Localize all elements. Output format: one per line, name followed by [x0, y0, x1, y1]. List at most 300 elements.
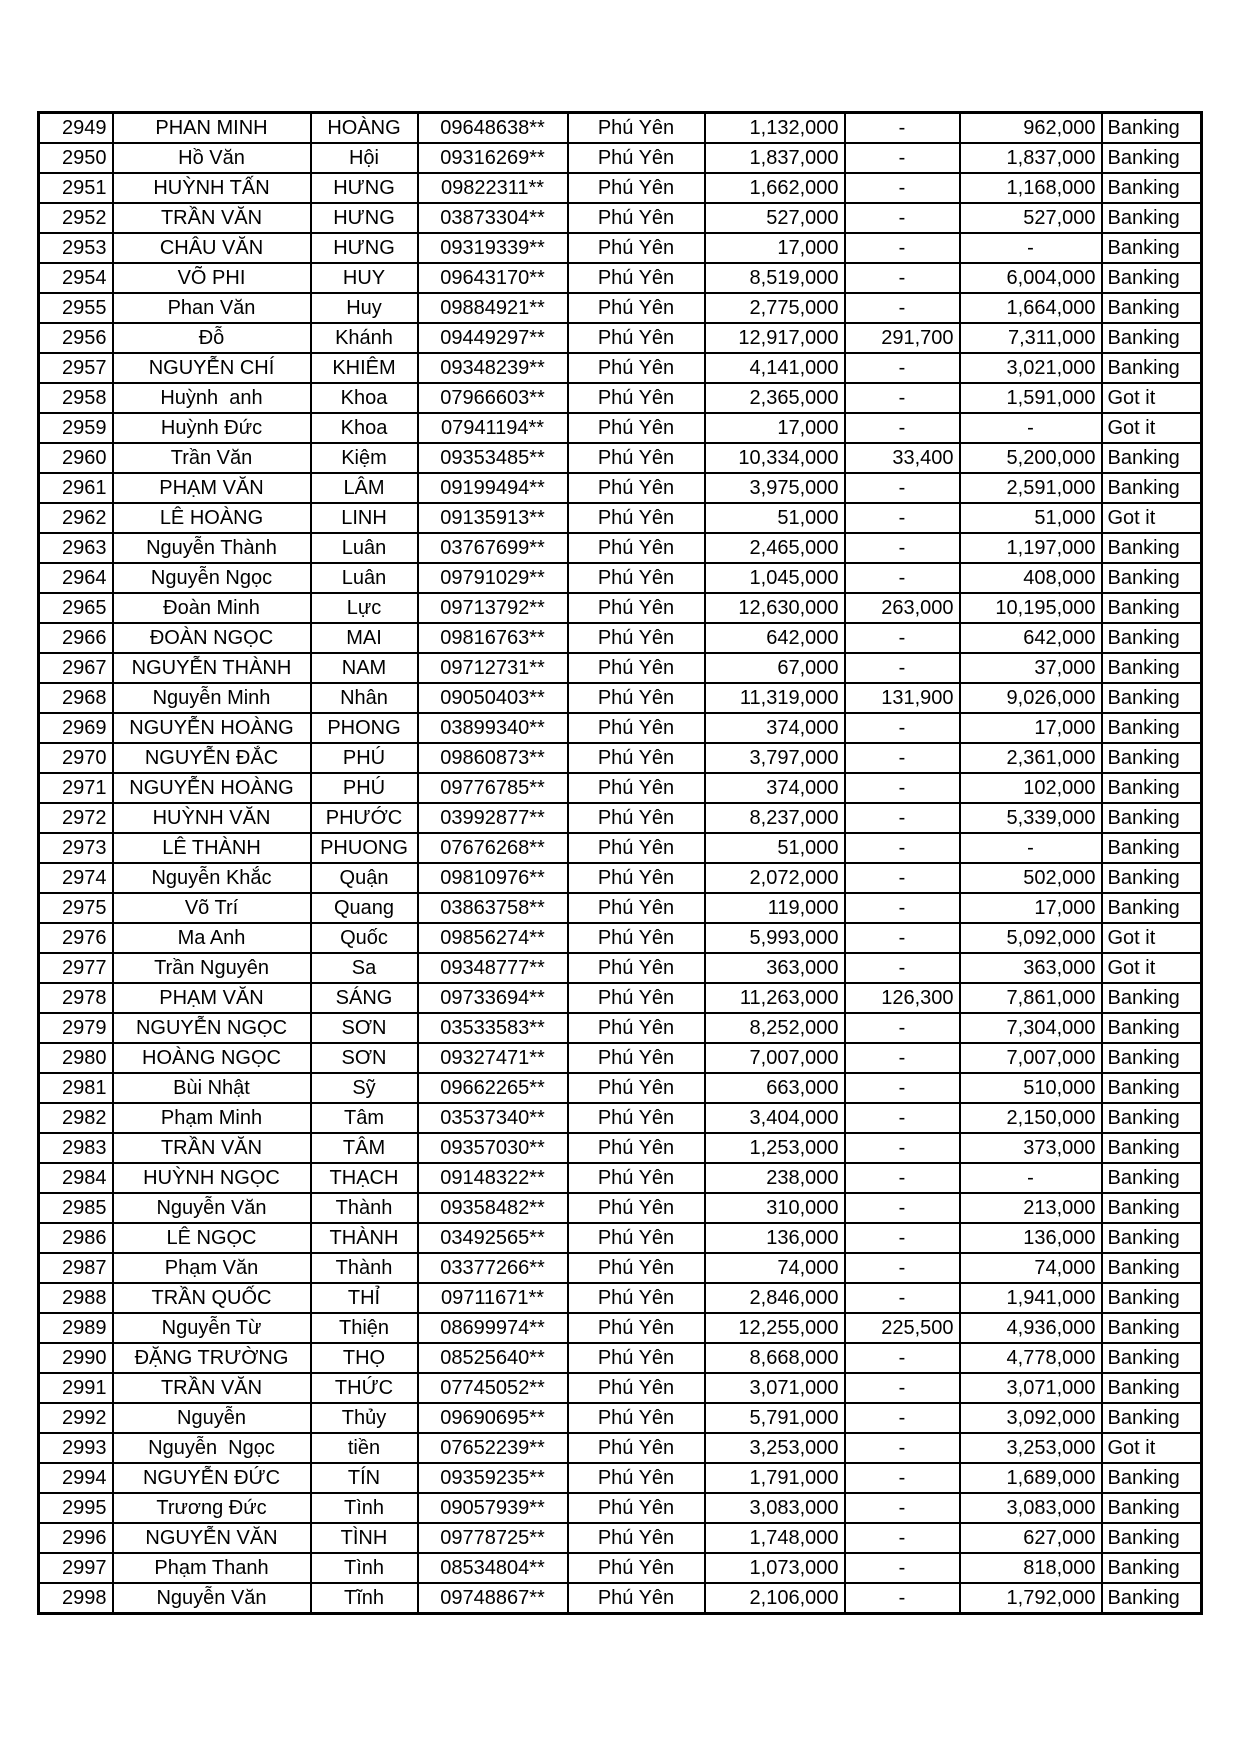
cell-status: Banking: [1102, 1283, 1202, 1313]
cell-amount-2: -: [845, 653, 960, 683]
cell-province: Phú Yên: [568, 233, 705, 263]
cell-amount-1: 1,791,000: [705, 1463, 845, 1493]
cell-amount-3: 1,941,000: [960, 1283, 1102, 1313]
cell-status: Banking: [1102, 983, 1202, 1013]
table-row: [39, 743, 1202, 773]
cell-status: Banking: [1102, 1253, 1202, 1283]
table-row: [39, 953, 1202, 983]
cell-id: 2968: [39, 683, 113, 713]
table-row: [39, 683, 1202, 713]
cell-status: Banking: [1102, 1343, 1202, 1373]
cell-amount-2: -: [845, 1253, 960, 1283]
cell-province: Phú Yên: [568, 1523, 705, 1553]
cell-province: Phú Yên: [568, 1553, 705, 1583]
cell-status: Banking: [1102, 293, 1202, 323]
cell-amount-3: 10,195,000: [960, 593, 1102, 623]
cell-given-name: THẠCH: [311, 1163, 418, 1193]
cell-given-name: THỈ: [311, 1283, 418, 1313]
cell-name: LÊ HOÀNG: [113, 503, 311, 533]
cell-amount-1: 136,000: [705, 1223, 845, 1253]
cell-amount-3: 5,200,000: [960, 443, 1102, 473]
cell-amount-1: 527,000: [705, 203, 845, 233]
cell-amount-3: 1,591,000: [960, 383, 1102, 413]
cell-status: Banking: [1102, 773, 1202, 803]
cell-amount-1: 74,000: [705, 1253, 845, 1283]
cell-amount-1: 1,748,000: [705, 1523, 845, 1553]
table-row: [39, 413, 1202, 443]
cell-name: Huỳnh anh: [113, 383, 311, 413]
cell-amount-1: 8,668,000: [705, 1343, 845, 1373]
cell-amount-2: -: [845, 863, 960, 893]
cell-province: Phú Yên: [568, 1583, 705, 1614]
cell-amount-3: 1,197,000: [960, 533, 1102, 563]
cell-phone: 09748867**: [418, 1583, 568, 1614]
cell-given-name: Luân: [311, 533, 418, 563]
cell-amount-3: 1,689,000: [960, 1463, 1102, 1493]
cell-phone: 03537340**: [418, 1103, 568, 1133]
table-row: [39, 1583, 1202, 1614]
cell-province: Phú Yên: [568, 443, 705, 473]
cell-amount-3: 136,000: [960, 1223, 1102, 1253]
cell-status: Banking: [1102, 203, 1202, 233]
table-row: [39, 1523, 1202, 1553]
cell-phone: 09713792**: [418, 593, 568, 623]
cell-phone: 09319339**: [418, 233, 568, 263]
cell-phone: 09316269**: [418, 143, 568, 173]
cell-phone: 03767699**: [418, 533, 568, 563]
table-row: [39, 923, 1202, 953]
cell-status: Banking: [1102, 683, 1202, 713]
cell-phone: 09776785**: [418, 773, 568, 803]
cell-province: Phú Yên: [568, 263, 705, 293]
cell-status: Banking: [1102, 1133, 1202, 1163]
cell-province: Phú Yên: [568, 503, 705, 533]
cell-id: 2954: [39, 263, 113, 293]
cell-status: Banking: [1102, 473, 1202, 503]
cell-amount-2: 126,300: [845, 983, 960, 1013]
cell-name: HOÀNG NGỌC: [113, 1043, 311, 1073]
cell-id: 2996: [39, 1523, 113, 1553]
cell-amount-3: 373,000: [960, 1133, 1102, 1163]
cell-name: TRẦN VĂN: [113, 1373, 311, 1403]
cell-status: Banking: [1102, 1553, 1202, 1583]
cell-phone: 08525640**: [418, 1343, 568, 1373]
cell-name: Võ Trí: [113, 893, 311, 923]
table-row: [39, 173, 1202, 203]
cell-name: NGUYỄN VĂN: [113, 1523, 311, 1553]
cell-province: Phú Yên: [568, 473, 705, 503]
cell-status: Banking: [1102, 443, 1202, 473]
cell-given-name: HOÀNG: [311, 113, 418, 144]
cell-amount-1: 8,519,000: [705, 263, 845, 293]
cell-amount-1: 11,319,000: [705, 683, 845, 713]
cell-amount-2: -: [845, 1433, 960, 1463]
cell-amount-1: 2,846,000: [705, 1283, 845, 1313]
cell-amount-2: -: [845, 1193, 960, 1223]
cell-given-name: HƯNG: [311, 233, 418, 263]
cell-phone: 09778725**: [418, 1523, 568, 1553]
cell-amount-1: 1,662,000: [705, 173, 845, 203]
cell-given-name: PHƯỚC: [311, 803, 418, 833]
table-row: [39, 893, 1202, 923]
cell-status: Banking: [1102, 863, 1202, 893]
cell-given-name: NAM: [311, 653, 418, 683]
cell-id: 2987: [39, 1253, 113, 1283]
cell-amount-1: 642,000: [705, 623, 845, 653]
cell-amount-2: -: [845, 1223, 960, 1253]
cell-phone: 09711671**: [418, 1283, 568, 1313]
cell-name: Huỳnh Đức: [113, 413, 311, 443]
table-row: [39, 113, 1202, 144]
cell-phone: 09359235**: [418, 1463, 568, 1493]
cell-amount-2: -: [845, 1283, 960, 1313]
cell-amount-2: -: [845, 743, 960, 773]
cell-name: Nguyễn Văn: [113, 1193, 311, 1223]
cell-status: Banking: [1102, 1373, 1202, 1403]
table-row: [39, 1313, 1202, 1343]
cell-given-name: Hội: [311, 143, 418, 173]
cell-amount-2: -: [845, 1163, 960, 1193]
table-row: [39, 443, 1202, 473]
cell-province: Phú Yên: [568, 293, 705, 323]
cell-name: NGUYỄN HOÀNG: [113, 713, 311, 743]
cell-given-name: PHONG: [311, 713, 418, 743]
cell-province: Phú Yên: [568, 833, 705, 863]
cell-amount-1: 17,000: [705, 233, 845, 263]
cell-name: Phạm Văn: [113, 1253, 311, 1283]
cell-phone: 09050403**: [418, 683, 568, 713]
cell-phone: 09199494**: [418, 473, 568, 503]
cell-name: Trần Văn: [113, 443, 311, 473]
cell-province: Phú Yên: [568, 1343, 705, 1373]
cell-province: Phú Yên: [568, 1103, 705, 1133]
table-row: [39, 263, 1202, 293]
cell-id: 2950: [39, 143, 113, 173]
cell-amount-1: 5,993,000: [705, 923, 845, 953]
cell-name: Nguyễn Văn: [113, 1583, 311, 1614]
cell-amount-2: -: [845, 953, 960, 983]
cell-amount-3: 2,361,000: [960, 743, 1102, 773]
cell-phone: 09057939**: [418, 1493, 568, 1523]
table-row: [39, 1493, 1202, 1523]
table-row: [39, 203, 1202, 233]
cell-id: 2998: [39, 1583, 113, 1614]
cell-phone: 09148322**: [418, 1163, 568, 1193]
cell-phone: 09449297**: [418, 323, 568, 353]
cell-amount-3: 17,000: [960, 893, 1102, 923]
cell-amount-3: 5,339,000: [960, 803, 1102, 833]
cell-given-name: Khoa: [311, 413, 418, 443]
cell-amount-3: 9,026,000: [960, 683, 1102, 713]
table-row: [39, 1463, 1202, 1493]
cell-amount-3: 527,000: [960, 203, 1102, 233]
cell-amount-1: 3,975,000: [705, 473, 845, 503]
cell-phone: 07966603**: [418, 383, 568, 413]
cell-province: Phú Yên: [568, 1403, 705, 1433]
cell-amount-3: 7,861,000: [960, 983, 1102, 1013]
cell-id: 2962: [39, 503, 113, 533]
cell-province: Phú Yên: [568, 683, 705, 713]
cell-name: Phạm Thanh: [113, 1553, 311, 1583]
cell-amount-3: 37,000: [960, 653, 1102, 683]
cell-amount-1: 11,263,000: [705, 983, 845, 1013]
cell-status: Banking: [1102, 173, 1202, 203]
cell-phone: 09135913**: [418, 503, 568, 533]
cell-amount-3: 1,792,000: [960, 1583, 1102, 1614]
cell-id: 2982: [39, 1103, 113, 1133]
cell-id: 2951: [39, 173, 113, 203]
cell-amount-3: 510,000: [960, 1073, 1102, 1103]
cell-given-name: PHÚ: [311, 743, 418, 773]
cell-amount-2: -: [845, 1133, 960, 1163]
table-row: [39, 1343, 1202, 1373]
cell-given-name: TÌNH: [311, 1523, 418, 1553]
cell-given-name: TÂM: [311, 1133, 418, 1163]
cell-phone: 09690695**: [418, 1403, 568, 1433]
cell-province: Phú Yên: [568, 953, 705, 983]
cell-name: PHẠM VĂN: [113, 473, 311, 503]
cell-amount-3: 74,000: [960, 1253, 1102, 1283]
cell-phone: 09327471**: [418, 1043, 568, 1073]
cell-amount-2: -: [845, 1403, 960, 1433]
table-row: [39, 773, 1202, 803]
cell-status: Banking: [1102, 563, 1202, 593]
cell-province: Phú Yên: [568, 1493, 705, 1523]
cell-amount-1: 374,000: [705, 713, 845, 743]
table-row: [39, 1283, 1202, 1313]
cell-status: Banking: [1102, 1403, 1202, 1433]
table-row: [39, 1193, 1202, 1223]
cell-amount-3: 2,150,000: [960, 1103, 1102, 1133]
cell-name: NGUYỄN ĐẮC: [113, 743, 311, 773]
cell-amount-1: 3,071,000: [705, 1373, 845, 1403]
cell-amount-2: -: [845, 503, 960, 533]
cell-amount-3: 3,071,000: [960, 1373, 1102, 1403]
cell-province: Phú Yên: [568, 1073, 705, 1103]
cell-status: Got it: [1102, 503, 1202, 533]
cell-amount-3: 1,168,000: [960, 173, 1102, 203]
cell-province: Phú Yên: [568, 113, 705, 144]
cell-province: Phú Yên: [568, 1433, 705, 1463]
cell-province: Phú Yên: [568, 653, 705, 683]
table-row: [39, 593, 1202, 623]
table-row: [39, 353, 1202, 383]
cell-name: Hồ Văn: [113, 143, 311, 173]
cell-province: Phú Yên: [568, 1013, 705, 1043]
cell-id: 2970: [39, 743, 113, 773]
table-row: [39, 143, 1202, 173]
table-row: [39, 233, 1202, 263]
cell-amount-1: 2,072,000: [705, 863, 845, 893]
cell-phone: 07652239**: [418, 1433, 568, 1463]
cell-amount-2: -: [845, 143, 960, 173]
cell-amount-3: 4,936,000: [960, 1313, 1102, 1343]
cell-status: Banking: [1102, 233, 1202, 263]
cell-amount-1: 4,141,000: [705, 353, 845, 383]
cell-amount-1: 2,775,000: [705, 293, 845, 323]
cell-amount-3: -: [960, 833, 1102, 863]
table-row: [39, 1043, 1202, 1073]
cell-name: Đoàn Minh: [113, 593, 311, 623]
cell-amount-3: 502,000: [960, 863, 1102, 893]
cell-given-name: THÀNH: [311, 1223, 418, 1253]
cell-given-name: TÍN: [311, 1463, 418, 1493]
cell-given-name: Tĩnh: [311, 1583, 418, 1614]
cell-name: PHAN MINH: [113, 113, 311, 144]
cell-amount-2: -: [845, 773, 960, 803]
cell-amount-2: -: [845, 1493, 960, 1523]
cell-amount-3: 17,000: [960, 713, 1102, 743]
cell-amount-1: 1,073,000: [705, 1553, 845, 1583]
cell-phone: 09648638**: [418, 113, 568, 144]
table-row: [39, 563, 1202, 593]
cell-province: Phú Yên: [568, 983, 705, 1013]
cell-given-name: LÂM: [311, 473, 418, 503]
cell-amount-2: 291,700: [845, 323, 960, 353]
cell-id: 2967: [39, 653, 113, 683]
cell-amount-1: 67,000: [705, 653, 845, 683]
cell-province: Phú Yên: [568, 533, 705, 563]
cell-name: HUỲNH NGỌC: [113, 1163, 311, 1193]
cell-amount-3: 962,000: [960, 113, 1102, 144]
cell-amount-3: 7,007,000: [960, 1043, 1102, 1073]
cell-status: Got it: [1102, 383, 1202, 413]
cell-name: NGUYỄN NGỌC: [113, 1013, 311, 1043]
cell-amount-3: 363,000: [960, 953, 1102, 983]
cell-amount-3: 51,000: [960, 503, 1102, 533]
cell-province: Phú Yên: [568, 383, 705, 413]
cell-id: 2990: [39, 1343, 113, 1373]
cell-phone: 07941194**: [418, 413, 568, 443]
cell-status: Banking: [1102, 893, 1202, 923]
cell-phone: 09733694**: [418, 983, 568, 1013]
cell-status: Banking: [1102, 1073, 1202, 1103]
cell-name: Nguyễn Từ: [113, 1313, 311, 1343]
cell-amount-1: 51,000: [705, 833, 845, 863]
cell-given-name: HUY: [311, 263, 418, 293]
cell-id: 2971: [39, 773, 113, 803]
cell-amount-1: 1,837,000: [705, 143, 845, 173]
cell-given-name: SÁNG: [311, 983, 418, 1013]
cell-phone: 09353485**: [418, 443, 568, 473]
cell-amount-3: 1,664,000: [960, 293, 1102, 323]
cell-amount-2: -: [845, 473, 960, 503]
cell-amount-3: 1,837,000: [960, 143, 1102, 173]
table-row: [39, 983, 1202, 1013]
cell-given-name: Tình: [311, 1493, 418, 1523]
cell-amount-2: -: [845, 893, 960, 923]
cell-phone: 09357030**: [418, 1133, 568, 1163]
cell-amount-1: 3,083,000: [705, 1493, 845, 1523]
cell-given-name: Sỹ: [311, 1073, 418, 1103]
cell-id: 2992: [39, 1403, 113, 1433]
cell-province: Phú Yên: [568, 803, 705, 833]
cell-name: TRẦN VĂN: [113, 1133, 311, 1163]
cell-amount-1: 2,365,000: [705, 383, 845, 413]
cell-given-name: Khoa: [311, 383, 418, 413]
cell-given-name: Thủy: [311, 1403, 418, 1433]
cell-amount-1: 10,334,000: [705, 443, 845, 473]
table-row: [39, 1553, 1202, 1583]
cell-amount-2: -: [845, 113, 960, 144]
cell-status: Banking: [1102, 803, 1202, 833]
cell-amount-2: -: [845, 263, 960, 293]
cell-given-name: tiền: [311, 1433, 418, 1463]
cell-amount-1: 3,253,000: [705, 1433, 845, 1463]
cell-given-name: SƠN: [311, 1013, 418, 1043]
cell-given-name: Lực: [311, 593, 418, 623]
cell-id: 2953: [39, 233, 113, 263]
cell-amount-2: -: [845, 803, 960, 833]
cell-province: Phú Yên: [568, 173, 705, 203]
cell-name: VÕ PHI: [113, 263, 311, 293]
cell-amount-2: -: [845, 233, 960, 263]
cell-id: 2963: [39, 533, 113, 563]
cell-phone: 09884921**: [418, 293, 568, 323]
cell-amount-3: 408,000: [960, 563, 1102, 593]
cell-given-name: SƠN: [311, 1043, 418, 1073]
cell-given-name: Thành: [311, 1193, 418, 1223]
cell-id: 2972: [39, 803, 113, 833]
cell-amount-1: 5,791,000: [705, 1403, 845, 1433]
cell-phone: 03863758**: [418, 893, 568, 923]
cell-name: Trương Đức: [113, 1493, 311, 1523]
cell-given-name: KHIÊM: [311, 353, 418, 383]
cell-name: NGUYỄN CHÍ: [113, 353, 311, 383]
cell-name: Nguyễn Ngọc: [113, 563, 311, 593]
cell-name: Nguyễn Thành: [113, 533, 311, 563]
cell-id: 2994: [39, 1463, 113, 1493]
cell-status: Banking: [1102, 1043, 1202, 1073]
table-row: [39, 1163, 1202, 1193]
cell-phone: 09348777**: [418, 953, 568, 983]
cell-province: Phú Yên: [568, 323, 705, 353]
cell-given-name: Kiệm: [311, 443, 418, 473]
cell-given-name: PHUONG: [311, 833, 418, 863]
cell-name: TRẦN QUỐC: [113, 1283, 311, 1313]
cell-status: Banking: [1102, 533, 1202, 563]
table-row: [39, 1073, 1202, 1103]
cell-amount-1: 238,000: [705, 1163, 845, 1193]
table-row: [39, 533, 1202, 563]
cell-id: 2984: [39, 1163, 113, 1193]
cell-id: 2986: [39, 1223, 113, 1253]
cell-status: Banking: [1102, 743, 1202, 773]
cell-name: CHÂU VĂN: [113, 233, 311, 263]
cell-given-name: Quốc: [311, 923, 418, 953]
cell-province: Phú Yên: [568, 1163, 705, 1193]
cell-given-name: Nhân: [311, 683, 418, 713]
cell-province: Phú Yên: [568, 1043, 705, 1073]
cell-amount-1: 8,237,000: [705, 803, 845, 833]
cell-amount-1: 12,630,000: [705, 593, 845, 623]
cell-amount-2: -: [845, 1343, 960, 1373]
cell-phone: 03492565**: [418, 1223, 568, 1253]
cell-province: Phú Yên: [568, 1373, 705, 1403]
cell-phone: 03533583**: [418, 1013, 568, 1043]
cell-id: 2965: [39, 593, 113, 623]
cell-amount-2: -: [845, 563, 960, 593]
cell-id: 2960: [39, 443, 113, 473]
cell-amount-2: -: [845, 1463, 960, 1493]
cell-status: Banking: [1102, 1223, 1202, 1253]
cell-amount-1: 12,255,000: [705, 1313, 845, 1343]
cell-status: Banking: [1102, 1313, 1202, 1343]
cell-given-name: Quận: [311, 863, 418, 893]
cell-amount-3: 7,311,000: [960, 323, 1102, 353]
table-row: [39, 473, 1202, 503]
cell-amount-3: 3,021,000: [960, 353, 1102, 383]
